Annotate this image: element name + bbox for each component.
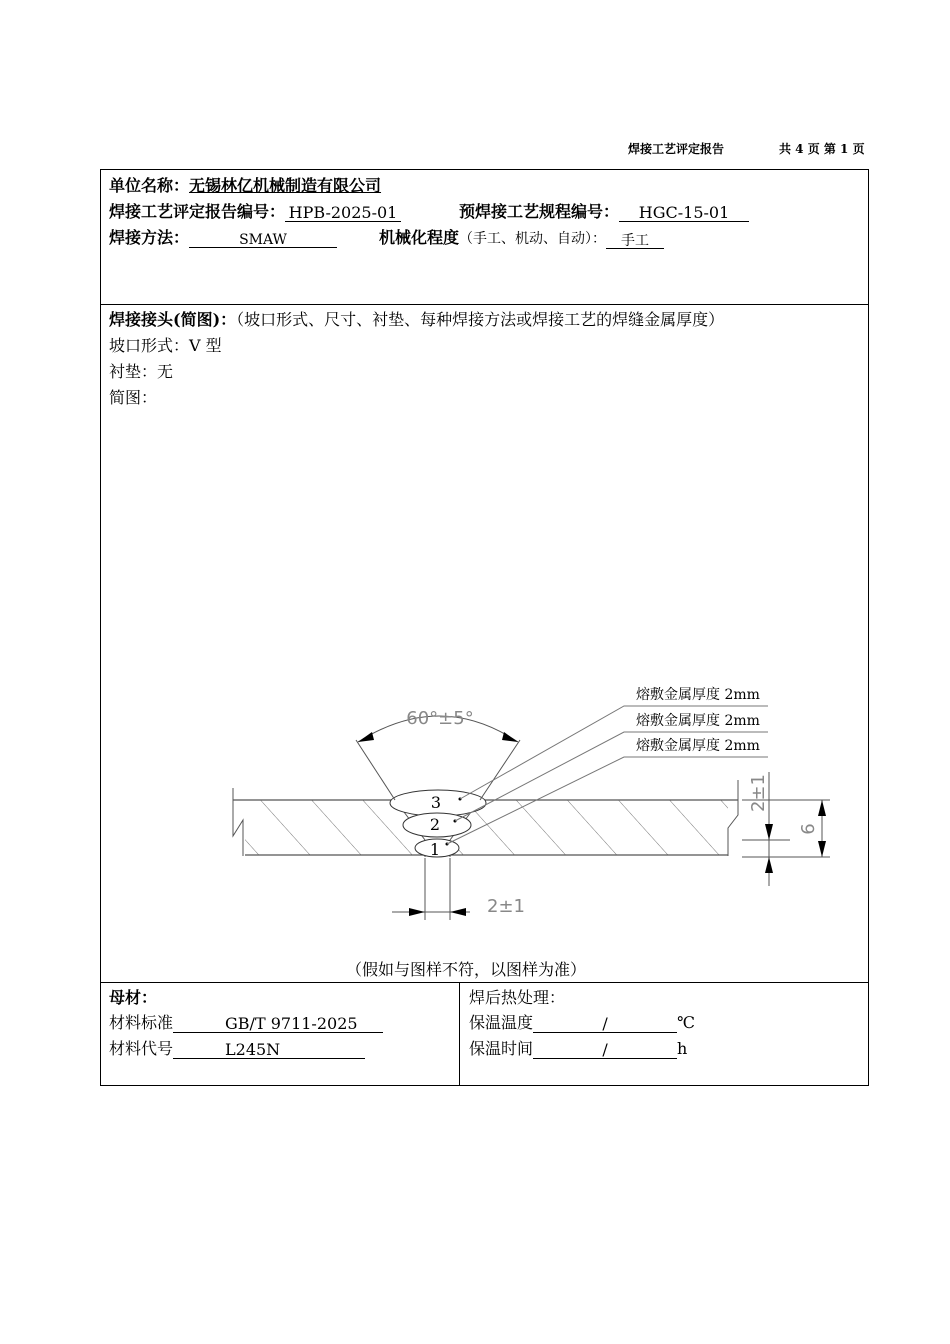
mechanization-hint: （手工、机动、自动）： (459, 231, 607, 247)
holding-temp-unit: ℃ (677, 1013, 695, 1032)
report-title: 焊接工艺评定报告 (628, 142, 725, 156)
holding-time-label: 保温时间 (469, 1039, 534, 1058)
root-face-dimension (742, 772, 790, 886)
pass-label-3: 3 (430, 793, 442, 812)
root-face-text: 2±1 (748, 774, 769, 812)
pass-label-1: 1 (429, 840, 441, 859)
material-standard-value: GB/T 9711-2025 (225, 1014, 358, 1033)
report-number-value: HPB-2025-01 (288, 203, 398, 222)
groove-type: 坡口形式：V 型 (109, 336, 222, 355)
pwht-title: 焊后热处理： (469, 988, 566, 1007)
welding-method-label: 焊接方法： (109, 228, 190, 247)
holding-temp-value: / (602, 1014, 608, 1033)
mechanization-value: 手工 (621, 233, 650, 249)
page-info: 共 4 页 第 1 页 (779, 142, 865, 156)
pass-label-2: 2 (429, 815, 441, 834)
gap-dimension (392, 858, 525, 920)
angle-text: 60°±5° (406, 708, 474, 729)
holding-temp-label: 保温温度 (469, 1013, 534, 1032)
holding-time-unit: h (677, 1039, 688, 1058)
material-grade-label: 材料代号 (109, 1039, 174, 1058)
gap-text: 2±1 (487, 896, 525, 917)
angle-dimension (356, 708, 520, 800)
company-label: 单位名称： (109, 176, 190, 195)
material-standard-label: 材料标准 (109, 1013, 174, 1032)
plate-right (450, 780, 738, 857)
sketch-label: 简图： (109, 388, 158, 407)
holding-time-value: / (602, 1040, 608, 1059)
mechanization-label: 机械化程度 (379, 228, 460, 247)
base-metal-title: 母材： (109, 988, 158, 1007)
joint-title: 焊接接头(简图) (109, 310, 221, 329)
welding-method-value: SMAW (239, 232, 287, 248)
company-name: 无锡林亿机械制造有限公司 (189, 176, 382, 195)
layer-label-1: 熔敷金属厚度 2mm (636, 687, 760, 703)
layer-label-3: 熔敷金属厚度 2mm (636, 738, 760, 754)
report-number-label: 焊接工艺评定报告编号： (109, 202, 286, 221)
pwps-label: 预焊接工艺规程编号： (459, 202, 620, 221)
backing: 衬垫：无 (109, 362, 174, 381)
drawing-note: （假如与图样不符，以图样为准） (346, 960, 587, 979)
thickness-text: 6 (798, 823, 819, 835)
joint-title-colon: ： (220, 310, 237, 329)
material-grade-value: L245N (225, 1040, 281, 1059)
pwps-value: HGC-15-01 (638, 203, 730, 222)
layer-label-2: 熔敷金属厚度 2mm (636, 713, 760, 729)
joint-hint: （坡口形式、尺寸、衬垫、每种焊接方法或焊接工艺的焊缝金属厚度） (236, 310, 725, 329)
